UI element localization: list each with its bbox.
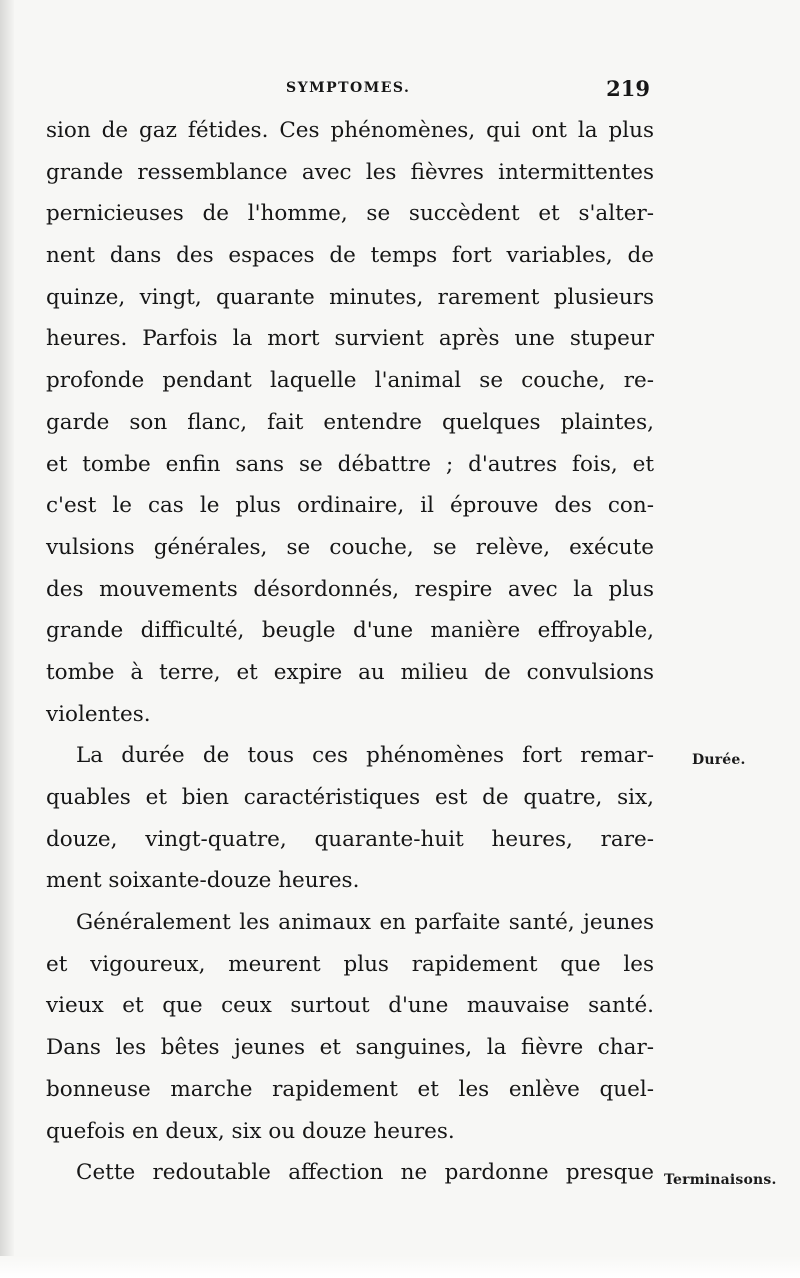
text-line: et vigoureux, meurent plus rapidement que les <box>46 951 654 977</box>
running-head: SYMPTOMES. <box>286 80 411 96</box>
page-header <box>46 76 654 106</box>
scan-edge-bottom <box>0 1256 800 1278</box>
text-line: ment soixante-douze heures. <box>46 868 360 894</box>
paragraph-symptoms <box>46 110 654 735</box>
text-line: quinze, vingt, quarante minutes, rarement plusieurs <box>46 284 654 310</box>
text-line: violentes. <box>46 701 151 727</box>
text-line: des mouvements désordonnés, respire avec la plus <box>46 576 654 602</box>
text-line: tombe à terre, et expire au milieu de convulsions <box>46 659 654 685</box>
text-line: quables et bien caractéristiques est de quatre, six, <box>46 785 654 810</box>
text-line: quefois en deux, six ou douze heures. <box>46 1118 455 1144</box>
scan-edge-shadow <box>0 0 14 1278</box>
text-line: nent dans des espaces de temps fort variables, de <box>46 243 654 269</box>
text-line: vieux et que ceux surtout d'une mauvaise santé. <box>46 993 654 1019</box>
text-line: grande difficulté, beugle d'une manière effroyable, <box>46 618 654 644</box>
text-line: Dans les bêtes jeunes et sanguines, la fièvre char- <box>46 1035 654 1061</box>
body-text <box>46 110 654 1194</box>
text-line: heures. Parfois la mort survient après une stupeur <box>46 326 654 352</box>
text-line: c'est le cas le plus ordinaire, il éprouve des con- <box>46 493 654 519</box>
paragraph-terminations <box>46 1152 654 1194</box>
text-line: sion de gaz fétides. Ces phénomènes, qui ont la plus <box>46 118 654 143</box>
text-line: et tombe enfin sans se débattre ; d'autres fois, et <box>46 451 654 477</box>
paragraph-duration <box>46 735 654 902</box>
margin-note-terminaisons: Terminaisons. <box>664 1172 777 1188</box>
text-line: profonde pendant laquelle l'animal se couche, re- <box>46 368 654 394</box>
text-line: pernicieuses de l'homme, se succèdent et s'alter- <box>46 201 654 227</box>
margin-note-duree: Durée. <box>692 752 746 768</box>
text-line: La durée de tous ces phénomènes fort remar- <box>76 743 654 769</box>
text-line: Cette redoutable affection ne pardonne presque <box>76 1160 654 1186</box>
text-line: Généralement les animaux en parfaite santé, jeunes <box>76 910 654 936</box>
text-line: douze, vingt-quatre, quarante-huit heures, rare- <box>46 826 654 852</box>
text-line: vulsions générales, se couche, se relève, exécute <box>46 534 654 560</box>
text-line: bonneuse marche rapidement et les enlève quel- <box>46 1076 654 1102</box>
paragraph-health <box>46 902 654 1152</box>
page-number: 219 <box>606 76 650 101</box>
text-line: grande ressemblance avec les fièvres intermittentes <box>46 159 654 185</box>
text-line: garde son flanc, fait entendre quelques plaintes, <box>46 409 654 435</box>
